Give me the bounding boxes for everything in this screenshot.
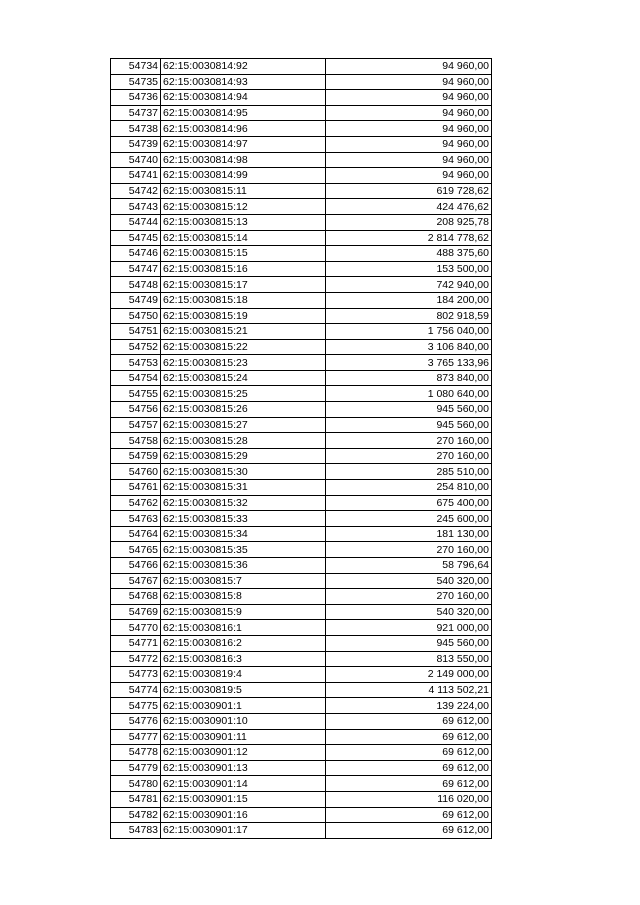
cadastral-value-cell: 3 106 840,00 (326, 339, 492, 355)
row-number-cell: 54752 (111, 339, 161, 355)
cadastral-number-cell: 62:15:0030815:34 (161, 526, 326, 542)
cadastral-value-table (110, 58, 492, 839)
row-number-cell: 54738 (111, 121, 161, 137)
row-number-cell: 54783 (111, 823, 161, 839)
row-number-cell: 54770 (111, 620, 161, 636)
cadastral-number-cell: 62:15:0030814:93 (161, 74, 326, 90)
row-number-cell: 54747 (111, 261, 161, 277)
row-number-cell: 54765 (111, 542, 161, 558)
row-number-cell: 54756 (111, 402, 161, 418)
table-row (111, 136, 492, 152)
cadastral-number-cell: 62:15:0030815:8 (161, 589, 326, 605)
table-row (111, 339, 492, 355)
row-number-cell: 54766 (111, 558, 161, 574)
cadastral-number-cell: 62:15:0030815:21 (161, 324, 326, 340)
table-row (111, 152, 492, 168)
cadastral-number-cell: 62:15:0030814:92 (161, 59, 326, 75)
cadastral-number-cell: 62:15:0030816:3 (161, 651, 326, 667)
cadastral-number-cell: 62:15:0030901:13 (161, 760, 326, 776)
cadastral-number-cell: 62:15:0030815:12 (161, 199, 326, 215)
cadastral-number-cell: 62:15:0030815:27 (161, 417, 326, 433)
cadastral-value-cell: 69 612,00 (326, 729, 492, 745)
row-number-cell: 54772 (111, 651, 161, 667)
cadastral-value-cell: 245 600,00 (326, 511, 492, 527)
table-row (111, 745, 492, 761)
row-number-cell: 54778 (111, 745, 161, 761)
row-number-cell: 54777 (111, 729, 161, 745)
table-row (111, 355, 492, 371)
cadastral-number-cell: 62:15:0030901:12 (161, 745, 326, 761)
cadastral-value-cell: 139 224,00 (326, 698, 492, 714)
cadastral-value-cell: 270 160,00 (326, 542, 492, 558)
row-number-cell: 54751 (111, 324, 161, 340)
cadastral-value-cell: 69 612,00 (326, 760, 492, 776)
table-row (111, 417, 492, 433)
table-row (111, 370, 492, 386)
row-number-cell: 54762 (111, 495, 161, 511)
cadastral-number-cell: 62:15:0030901:15 (161, 791, 326, 807)
cadastral-value-cell: 116 020,00 (326, 791, 492, 807)
cadastral-value-cell: 270 160,00 (326, 448, 492, 464)
table-row (111, 292, 492, 308)
row-number-cell: 54754 (111, 370, 161, 386)
cadastral-value-cell: 94 960,00 (326, 59, 492, 75)
cadastral-number-cell: 62:15:0030815:28 (161, 433, 326, 449)
cadastral-value-cell: 1 756 040,00 (326, 324, 492, 340)
cadastral-number-cell: 62:15:0030815:15 (161, 246, 326, 262)
cadastral-value-cell: 4 113 502,21 (326, 682, 492, 698)
cadastral-number-cell: 62:15:0030815:32 (161, 495, 326, 511)
table-row (111, 168, 492, 184)
table-row (111, 448, 492, 464)
table-row (111, 308, 492, 324)
cadastral-value-cell: 208 925,78 (326, 214, 492, 230)
row-number-cell: 54781 (111, 791, 161, 807)
cadastral-number-cell: 62:15:0030815:7 (161, 573, 326, 589)
row-number-cell: 54740 (111, 152, 161, 168)
cadastral-value-cell: 184 200,00 (326, 292, 492, 308)
cadastral-value-cell: 94 960,00 (326, 105, 492, 121)
cadastral-number-cell: 62:15:0030815:23 (161, 355, 326, 371)
row-number-cell: 54782 (111, 807, 161, 823)
row-number-cell: 54767 (111, 573, 161, 589)
row-number-cell: 54780 (111, 776, 161, 792)
cadastral-value-cell: 540 320,00 (326, 573, 492, 589)
cadastral-number-cell: 62:15:0030815:30 (161, 464, 326, 480)
cadastral-number-cell: 62:15:0030901:1 (161, 698, 326, 714)
cadastral-value-cell: 1 080 640,00 (326, 386, 492, 402)
cadastral-value-cell: 94 960,00 (326, 168, 492, 184)
table-row (111, 324, 492, 340)
row-number-cell: 54749 (111, 292, 161, 308)
cadastral-number-cell: 62:15:0030815:24 (161, 370, 326, 386)
cadastral-value-cell: 802 918,59 (326, 308, 492, 324)
table-row (111, 402, 492, 418)
cadastral-value-cell: 285 510,00 (326, 464, 492, 480)
table-row (111, 261, 492, 277)
row-number-cell: 54758 (111, 433, 161, 449)
cadastral-number-cell: 62:15:0030815:18 (161, 292, 326, 308)
cadastral-value-cell: 813 550,00 (326, 651, 492, 667)
table-row (111, 74, 492, 90)
cadastral-number-cell: 62:15:0030901:11 (161, 729, 326, 745)
cadastral-value-cell: 424 476,62 (326, 199, 492, 215)
cadastral-value-cell: 94 960,00 (326, 136, 492, 152)
cadastral-value-cell: 153 500,00 (326, 261, 492, 277)
table-row (111, 713, 492, 729)
cadastral-value-cell: 58 796,64 (326, 558, 492, 574)
table-row (111, 511, 492, 527)
table-row (111, 121, 492, 137)
cadastral-value-cell: 619 728,62 (326, 183, 492, 199)
table-row (111, 682, 492, 698)
table-row (111, 386, 492, 402)
cadastral-value-cell: 94 960,00 (326, 90, 492, 106)
row-number-cell: 54757 (111, 417, 161, 433)
table-row (111, 558, 492, 574)
row-number-cell: 54741 (111, 168, 161, 184)
cadastral-value-cell: 2 814 778,62 (326, 230, 492, 246)
cadastral-value-cell: 945 560,00 (326, 402, 492, 418)
table-row (111, 246, 492, 262)
table-row (111, 464, 492, 480)
cadastral-value-cell: 921 000,00 (326, 620, 492, 636)
row-number-cell: 54750 (111, 308, 161, 324)
table-row (111, 635, 492, 651)
cadastral-number-cell: 62:15:0030815:17 (161, 277, 326, 293)
cadastral-value-cell: 181 130,00 (326, 526, 492, 542)
cadastral-value-cell: 254 810,00 (326, 480, 492, 496)
table-row (111, 760, 492, 776)
cadastral-number-cell: 62:15:0030814:97 (161, 136, 326, 152)
cadastral-value-cell: 488 375,60 (326, 246, 492, 262)
cadastral-value-cell: 94 960,00 (326, 121, 492, 137)
table-row (111, 230, 492, 246)
cadastral-value-cell: 69 612,00 (326, 823, 492, 839)
table-row (111, 573, 492, 589)
row-number-cell: 54775 (111, 698, 161, 714)
cadastral-number-cell: 62:15:0030901:16 (161, 807, 326, 823)
cadastral-number-cell: 62:15:0030815:14 (161, 230, 326, 246)
cadastral-number-cell: 62:15:0030815:19 (161, 308, 326, 324)
table-row (111, 59, 492, 75)
row-number-cell: 54771 (111, 635, 161, 651)
table-row (111, 620, 492, 636)
cadastral-value-cell: 2 149 000,00 (326, 667, 492, 683)
cadastral-number-cell: 62:15:0030901:17 (161, 823, 326, 839)
row-number-cell: 54735 (111, 74, 161, 90)
table-row (111, 526, 492, 542)
table-row (111, 807, 492, 823)
cadastral-number-cell: 62:15:0030816:1 (161, 620, 326, 636)
cadastral-value-cell: 69 612,00 (326, 776, 492, 792)
cadastral-number-cell: 62:15:0030901:14 (161, 776, 326, 792)
row-number-cell: 54742 (111, 183, 161, 199)
cadastral-number-cell: 62:15:0030814:99 (161, 168, 326, 184)
cadastral-value-cell: 873 840,00 (326, 370, 492, 386)
cadastral-value-cell: 945 560,00 (326, 417, 492, 433)
row-number-cell: 54753 (111, 355, 161, 371)
cadastral-number-cell: 62:15:0030819:4 (161, 667, 326, 683)
cadastral-number-cell: 62:15:0030815:26 (161, 402, 326, 418)
table-row (111, 791, 492, 807)
cadastral-value-cell: 270 160,00 (326, 433, 492, 449)
table-row (111, 776, 492, 792)
cadastral-number-cell: 62:15:0030814:98 (161, 152, 326, 168)
row-number-cell: 54739 (111, 136, 161, 152)
cadastral-number-cell: 62:15:0030815:31 (161, 480, 326, 496)
table-row (111, 480, 492, 496)
cadastral-number-cell: 62:15:0030815:35 (161, 542, 326, 558)
row-number-cell: 54748 (111, 277, 161, 293)
cadastral-number-cell: 62:15:0030815:36 (161, 558, 326, 574)
table-row (111, 433, 492, 449)
row-number-cell: 54764 (111, 526, 161, 542)
row-number-cell: 54746 (111, 246, 161, 262)
table-row (111, 823, 492, 839)
cadastral-number-cell: 62:15:0030815:33 (161, 511, 326, 527)
table-row (111, 105, 492, 121)
cadastral-number-cell: 62:15:0030815:25 (161, 386, 326, 402)
table-row (111, 90, 492, 106)
cadastral-value-cell: 69 612,00 (326, 713, 492, 729)
cadastral-value-cell: 675 400,00 (326, 495, 492, 511)
row-number-cell: 54743 (111, 199, 161, 215)
row-number-cell: 54774 (111, 682, 161, 698)
table-row (111, 604, 492, 620)
cadastral-number-cell: 62:15:0030901:10 (161, 713, 326, 729)
table-body (111, 59, 492, 839)
table-row (111, 698, 492, 714)
cadastral-number-cell: 62:15:0030815:11 (161, 183, 326, 199)
cadastral-value-cell: 270 160,00 (326, 589, 492, 605)
cadastral-number-cell: 62:15:0030814:95 (161, 105, 326, 121)
row-number-cell: 54744 (111, 214, 161, 230)
cadastral-number-cell: 62:15:0030815:16 (161, 261, 326, 277)
cadastral-number-cell: 62:15:0030814:94 (161, 90, 326, 106)
row-number-cell: 54769 (111, 604, 161, 620)
cadastral-number-cell: 62:15:0030815:13 (161, 214, 326, 230)
row-number-cell: 54773 (111, 667, 161, 683)
row-number-cell: 54737 (111, 105, 161, 121)
table-row (111, 651, 492, 667)
cadastral-value-cell: 94 960,00 (326, 152, 492, 168)
cadastral-value-cell: 540 320,00 (326, 604, 492, 620)
table-row (111, 589, 492, 605)
row-number-cell: 54760 (111, 464, 161, 480)
cadastral-value-cell: 94 960,00 (326, 74, 492, 90)
row-number-cell: 54736 (111, 90, 161, 106)
cadastral-value-cell: 3 765 133,96 (326, 355, 492, 371)
cadastral-number-cell: 62:15:0030814:96 (161, 121, 326, 137)
cadastral-number-cell: 62:15:0030815:9 (161, 604, 326, 620)
table-row (111, 667, 492, 683)
row-number-cell: 54776 (111, 713, 161, 729)
cadastral-value-cell: 69 612,00 (326, 807, 492, 823)
cadastral-value-cell: 945 560,00 (326, 635, 492, 651)
cadastral-number-cell: 62:15:0030819:5 (161, 682, 326, 698)
row-number-cell: 54745 (111, 230, 161, 246)
table-row (111, 277, 492, 293)
row-number-cell: 54755 (111, 386, 161, 402)
table-row (111, 199, 492, 215)
cadastral-number-cell: 62:15:0030815:22 (161, 339, 326, 355)
table-row (111, 729, 492, 745)
cadastral-value-cell: 742 940,00 (326, 277, 492, 293)
table-row (111, 183, 492, 199)
cadastral-number-cell: 62:15:0030816:2 (161, 635, 326, 651)
row-number-cell: 54763 (111, 511, 161, 527)
table-row (111, 495, 492, 511)
row-number-cell: 54734 (111, 59, 161, 75)
cadastral-value-cell: 69 612,00 (326, 745, 492, 761)
row-number-cell: 54768 (111, 589, 161, 605)
row-number-cell: 54761 (111, 480, 161, 496)
cadastral-number-cell: 62:15:0030815:29 (161, 448, 326, 464)
table-row (111, 542, 492, 558)
table-row (111, 214, 492, 230)
row-number-cell: 54779 (111, 760, 161, 776)
row-number-cell: 54759 (111, 448, 161, 464)
